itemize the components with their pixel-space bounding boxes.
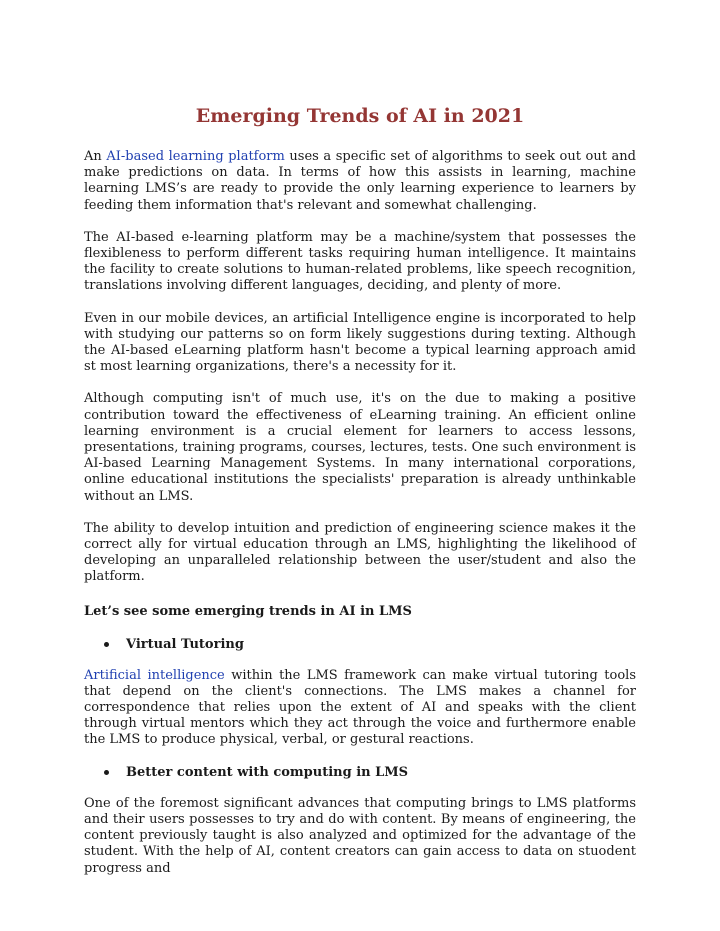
- section-heading: Let’s see some emerging trends in AI in LMS: [84, 603, 412, 619]
- bullet-dot-icon: [104, 770, 109, 775]
- paragraph-better-content: One of the foremost significant advances that computing brings to LMS platforms and their users possesses to try and do with content. By means of engineering, the content previously taught is also analyzed and optimized for the advantage of the student. With the help of AI, content creators can gain access to data on stuodent progress and: [84, 795, 636, 876]
- paragraph-virtual-tutoring-rest: within the LMS framework can make virtual tutoring tools that depend on the client's connections. The LMS makes a channel for correspondence that relies upon the extent of AI and speaks with the client through virtual mentors which they act through the voice and furthermore enable the LMS to produce physical, verbal, or gestural reactions.: [84, 667, 636, 748]
- paragraph-mobile-devices: Even in our mobile devices, an artificial Intelligence engine is incorporated to help with studying our patterns so on form likely suggestions during texting. Although the AI-based eLearning platform hasn't become a typical learning approach amid st most learning organizations, there's a necessity for it.: [84, 310, 636, 375]
- paragraph-intro: [84, 149, 636, 214]
- bullet-better-content-label: Better content with computing in LMS: [126, 764, 409, 780]
- paragraph-intro-prefix: An: [84, 149, 107, 164]
- document-title: Emerging Trends of AI in 2021: [195, 105, 525, 127]
- bullet-virtual-tutoring: [104, 636, 636, 654]
- bullet-dot-icon: [104, 642, 109, 647]
- paragraph-intuition-prediction: The ability to develop intuition and prediction of engineering science makes it the correct ally for virtual education through an LMS, highlighting the likelihood of developing an unparalleled relationship between the user/student and also the platform.: [84, 520, 636, 585]
- paragraph-intro-rest: uses a specific set of algorithms to seek out out and make predictions on data. In terms of how this assists in learning, machine learning LMS’s are ready to provide the only learning experience to learners by feeding them information that's relevant and somewhat challenging.: [84, 149, 636, 213]
- paragraph-elearning-platform: The AI-based e-learning platform may be a machine/system that possesses the flexibleness to perform different tasks requiring human intelligence. It maintains the facility to create solutions to human-related problems, like speech recognition, translations involving different languages, deciding, and plenty of more.: [84, 229, 636, 294]
- document-page: [84, 0, 636, 877]
- artificial-intelligence-link[interactable]: Artificial intelligence: [84, 667, 225, 683]
- paragraph-computing-effectiveness: Although computing isn't of much use, it's on the due to making a positive contribution toward the effectiveness of eLearning training. An efficient online learning environment is a crucial element for learners to access lessons, presentations, training programs, courses, lectures, tests. One such environment is AI-based Learning Management Systems. In many international corporations, online educational institutions the specialists' preparation is already unthinkable without an LMS.: [84, 391, 636, 504]
- bullet-virtual-tutoring-label: Virtual Tutoring: [126, 636, 244, 652]
- bullet-better-content: [104, 764, 636, 782]
- ai-learning-platform-link[interactable]: AI-based learning platform: [106, 149, 285, 164]
- paragraph-virtual-tutoring: [84, 668, 636, 749]
